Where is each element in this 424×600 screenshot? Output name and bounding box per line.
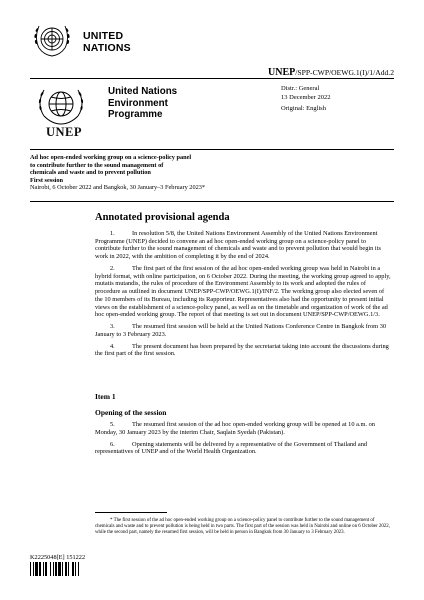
header-rule	[30, 78, 394, 79]
paragraph-text: The present document has been prepared by the secretariat taking into account the discussions during the first part of the first session.	[95, 342, 389, 358]
paragraph-number: 5.	[110, 421, 115, 428]
symbol-main: UNEP	[268, 67, 296, 78]
paragraph-text: The resumed first session will be held at the United Nations Conference Centre in Bangkok from 30 January to 3 February 2023.	[95, 323, 387, 338]
symbol-rest: /SPP-CWP/OEWG.1(I)/1/Add.2	[295, 68, 394, 77]
paragraph	[95, 323, 392, 338]
footnote-text: The first session of the ad hoc open-ended working group on a science-policy panel to contribute further to the sound management of chemicals and waste and to prevent pollution is being held in two parts. The first part of the session was held in Nairobi and online on 6 October 2022, while the second part, namely the resumed first session, will be held in person in Bangkok from 30 January to 3 February 2023.	[95, 518, 390, 536]
footnote-rule	[95, 512, 167, 513]
paragraph	[95, 441, 392, 456]
programme-line-2: Environment	[108, 97, 168, 109]
paragraph-text: Opening statements will be delivered by a representative of the Government of Thailand and representatives of UNEP and of the World Health Organization.	[95, 440, 368, 456]
paragraph	[95, 421, 392, 436]
session-line-4: First session	[30, 176, 64, 184]
document-symbol	[268, 67, 394, 78]
footnote	[95, 518, 392, 537]
item-paragraphs	[95, 421, 392, 460]
paragraph	[95, 265, 392, 319]
body-rule	[30, 201, 394, 202]
session-info	[30, 154, 310, 192]
paragraph-text: The resumed first session of the ad hoc open-ended working group will be opened at 10 a.m. on Monday, 30 January 2023 by the interim Chair, Saqlain Syedah (Pakistan).	[95, 421, 375, 436]
intro-paragraphs	[95, 230, 392, 362]
session-line-1: Ad hoc open-ended working group on a science-policy panel	[30, 154, 192, 161]
paragraph-text: The first part of the first session of the ad hoc open-ended working group was held in Nairobi in a hybrid format, with online participation, on 6 October 2022. During the meeting, the working group agreed to apply, mutatis mutandis, the rules of procedure of the Environment Assembly to its work and adopted the rules of procedure as outlined in document UNEP/SPP-CWP/OEWG.1(I)/INF/2. The working group also elected seven of the 10 members of its Bureau, including its Rapporteur. Representatives also had the opportunity to present initial views on the establishment of a science-policy panel, as well as on the timetable and organization of work of the ad hoc open-ended working group. The report of that meeting is set out in document UNEP/SPP-CWP/OEWG.1/3.	[95, 265, 391, 319]
section-rule	[30, 149, 394, 150]
item-subheading: Opening of the session	[95, 408, 167, 417]
session-line-3: chemicals and waste and to prevent pollution	[30, 169, 151, 177]
programme-line-3: Programme	[108, 109, 163, 120]
org-name	[83, 30, 131, 54]
paragraph-number: 4.	[110, 342, 115, 350]
item-heading: Item 1	[95, 392, 116, 401]
original-language: Original: English	[281, 105, 326, 113]
document-title: Annotated provisional agenda	[95, 212, 230, 223]
org-line-1: UNITED	[83, 30, 124, 42]
distribution: Distr.: General	[281, 85, 320, 92]
distribution-info	[281, 84, 330, 114]
paragraph-number: 6.	[110, 440, 115, 448]
programme-name	[108, 86, 177, 121]
session-line-5: Nairobi, 6 October 2022 and Bangkok, 30 January–3 February 2023*	[30, 184, 206, 192]
paragraph-number: 2.	[110, 265, 115, 272]
org-line-2: NATIONS	[83, 42, 131, 54]
paragraph-text: In resolution 5/8, the United Nations Environment Assembly of the United Nations Environment Programme (UNEP) decided to convene an ad hoc open-ended working group on a science-policy panel to contribute further to the sound management of chemicals and waste and to prevent pollution that would begin its work in 2022, with the ambition of completing it by the end of 2024.	[95, 230, 381, 261]
issue-date: 13 December 2022	[281, 94, 331, 102]
barcode	[30, 562, 104, 576]
session-line-2: to contribute further to the sound management of	[30, 161, 164, 169]
footnote-mark: *	[110, 518, 113, 523]
paragraph-number: 1.	[110, 230, 115, 237]
paragraph	[95, 230, 392, 261]
programme-line-1: United Nations	[108, 86, 178, 97]
un-emblem-logo	[30, 18, 74, 62]
job-number: K2225048[E] 151222	[30, 554, 86, 561]
paragraph-number: 3.	[110, 323, 115, 331]
paragraph	[95, 343, 392, 358]
unep-logo-word: UNEP	[45, 125, 83, 139]
